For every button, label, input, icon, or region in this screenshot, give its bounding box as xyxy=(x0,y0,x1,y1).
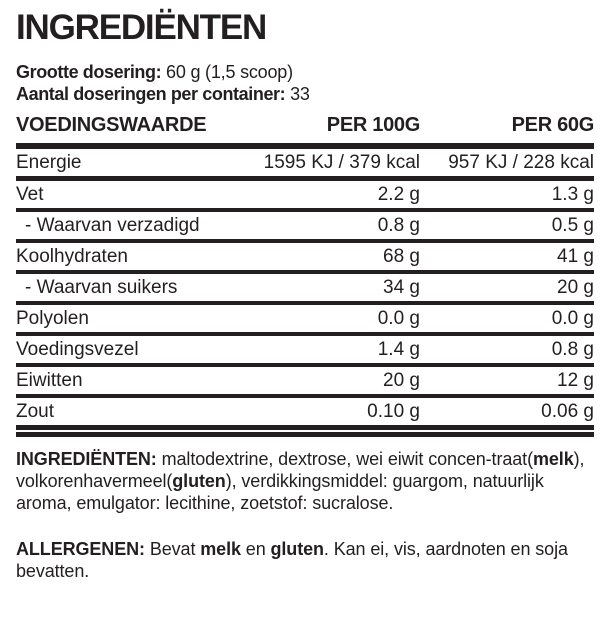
table-row-vet xyxy=(16,181,594,212)
row-label: Eiwitten xyxy=(16,370,83,391)
row-per-60g: 20 g xyxy=(557,277,594,298)
allergen-melk: melk xyxy=(200,539,241,559)
servings-per-container-label: Aantal doseringen per container: xyxy=(16,84,286,104)
table-bottom-rule xyxy=(16,425,594,437)
row-per-100g: 1.4 g xyxy=(377,339,420,360)
header-per-100g: PER 100G xyxy=(326,114,420,136)
ingredients-text: maltodextrine, dextrose, wei eiwit concen-traat( xyxy=(161,449,533,469)
row-per-100g: 0.0 g xyxy=(377,308,420,329)
row-per-100g: 0.8 g xyxy=(377,215,420,236)
allergens-text: Bevat xyxy=(149,539,201,559)
table-row-zout xyxy=(16,398,594,425)
servings-per-container-value: 33 xyxy=(290,84,310,104)
row-per-60g: 1.3 g xyxy=(551,184,594,205)
table-row-energie xyxy=(16,149,594,181)
row-label: - Waarvan suikers xyxy=(25,277,178,298)
allergens-text: en xyxy=(240,539,271,559)
row-per-100g: 0.10 g xyxy=(367,401,420,422)
page-title: INGREDIËNTEN xyxy=(16,8,267,47)
allergens-heading: ALLERGENEN: xyxy=(16,539,150,559)
table-header-row xyxy=(16,114,594,149)
row-per-100g: 20 g xyxy=(383,370,420,391)
table-row-voedingsvezel xyxy=(16,336,594,367)
allergens-text: . Kan ei, vis, aardnoten en soja bevatten. xyxy=(16,539,568,581)
header-voedingswaarde: VOEDINGSWAARDE xyxy=(16,114,207,136)
servings-per-container-line xyxy=(16,83,594,105)
table-row-polyolen xyxy=(16,305,594,336)
serving-size-value: 60 g (1,5 scoop) xyxy=(166,62,293,82)
row-per-60g: 12 g xyxy=(557,370,594,391)
ingredients-paragraph xyxy=(16,448,590,514)
serving-size-line xyxy=(16,61,594,83)
ingredients-heading: INGREDIËNTEN: xyxy=(16,449,162,469)
table-row-eiwitten xyxy=(16,367,594,398)
nutrition-table xyxy=(16,114,594,437)
row-per-100g: 34 g xyxy=(383,277,420,298)
serving-size-label: Grootte dosering: xyxy=(16,62,162,82)
ingredients-text: ), verdikkingsmiddel: guargom, natuurlijk aroma, emulgator: lecithine, zoetstof: sucralose. xyxy=(16,471,544,513)
ingredients-text: ), volkorenhavermeel( xyxy=(16,449,585,491)
allergen-gluten: gluten xyxy=(270,539,324,559)
row-per-100g: 2.2 g xyxy=(377,184,420,205)
row-per-60g: 41 g xyxy=(557,246,594,267)
row-label: Zout xyxy=(16,401,55,422)
table-row-waarvan-verzadigd xyxy=(16,212,594,243)
row-label: Vet xyxy=(16,184,44,205)
row-label: Energie xyxy=(16,152,82,173)
table-row-waarvan-suikers xyxy=(16,274,594,305)
row-per-60g: 0.0 g xyxy=(551,308,594,329)
row-label: Koolhydraten xyxy=(16,246,128,267)
allergen-melk: melk xyxy=(532,449,574,469)
row-per-60g: 957 KJ / 228 kcal xyxy=(448,152,594,173)
row-label: Voedingsvezel xyxy=(16,339,139,360)
serving-info xyxy=(16,61,594,105)
row-per-60g: 0.5 g xyxy=(551,215,594,236)
row-per-60g: 0.06 g xyxy=(541,401,594,422)
row-label: - Waarvan verzadigd xyxy=(25,215,200,236)
allergens-paragraph xyxy=(16,538,590,582)
row-per-100g: 1595 KJ / 379 kcal xyxy=(263,152,420,173)
header-per-60g: PER 60G xyxy=(511,114,594,136)
table-row-koolhydraten xyxy=(16,243,594,274)
row-per-60g: 0.8 g xyxy=(551,339,594,360)
allergen-gluten: gluten xyxy=(172,471,226,491)
row-per-100g: 68 g xyxy=(383,246,420,267)
row-label: Polyolen xyxy=(16,308,89,329)
